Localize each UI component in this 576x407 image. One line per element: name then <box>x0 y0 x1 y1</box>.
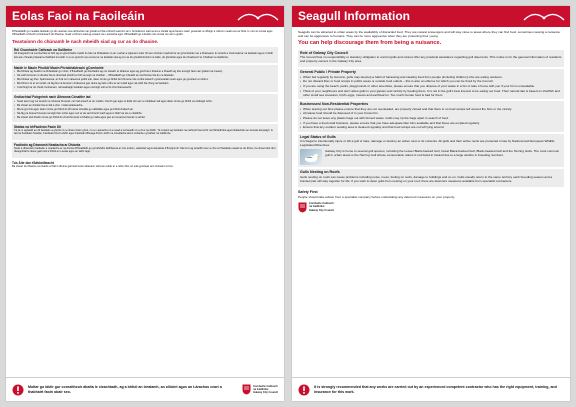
irish-section-businesses <box>12 94 278 121</box>
english-content <box>292 27 570 215</box>
bullet-list <box>300 107 562 129</box>
section-heading: Faoileáin ag Déanamh Neadacha ar Dhíonta <box>14 142 81 147</box>
english-highlight: You can help discourage them from being a nuisance. <box>298 40 442 46</box>
irish-section-public-property <box>12 65 278 92</box>
list-item: • Má bhítear ag ithe i bpáirceanna, ar thrá nó in áiteanna poiblí eile, déan cinnte go bhfuil do bhruscar uile curtha isteach i gcoimeádán ceart agus go gcuirtear ar shiúl é. <box>14 78 276 81</box>
logo-line: Comhairle Cathrach <box>253 384 278 388</box>
gull-species-row <box>300 149 562 165</box>
list-item: • Má bhíonn tú ar an tsráid, ná fág bia ná bruscar i dtrácanna gan duine ag faire orthu ar an tsráid agus ná caith bia chuig na faoileáin. <box>14 82 276 85</box>
english-section-businesses <box>298 101 564 132</box>
english-footer <box>292 377 570 401</box>
section-heading: Role of Galway City Council <box>300 50 348 55</box>
list-item: • Please do not leave any plastic bags out with binned waste. Gulls may rip the bags apart in search of food. <box>300 116 562 120</box>
section-body: Gulls nesting on roofs can cause problems including noise, mess, fouling on roofs, damage to buildings and so on. Gulls usually return to the same territory each breeding season and a bonded pair will stay together for life. If you wish to deter gulls from nesting on your roof, there are deterrent measures available from specialist contractors. <box>300 174 553 183</box>
list-item: • If you are using the beach, parks, playgrounds or other amenities, please ensure that you dispose of your waste in a bin or take it home with you if your bin is unavailable. <box>300 84 562 88</box>
warning-icon <box>298 384 310 396</box>
english-leaflet-page <box>292 6 570 401</box>
list-item: • Ensure that any outdoor seating area is cleaned regularly and that food scraps are not left lying around. <box>300 125 562 129</box>
irish-section-nesting <box>12 142 278 158</box>
list-item: • Má bhítear ag beathú na bhfaoileán go minic, d'fhéadfadh go dtiocfaidís ag cur isteach ar dhaoine agus ag goid bia ó dhaoine a bheadh ag ithe amuigh faoin aer (páistí ina measc). <box>14 70 276 73</box>
english-section-public-property <box>298 69 564 99</box>
irish-section-safety <box>12 160 278 173</box>
section-heading: Maidir le Maoin Phoiblí/ Maoin Phríobháideach/ gComhairle <box>14 66 104 71</box>
list-item: • Think of your neighbours and don't allow gulls in your garden and vicinity by feeding them. It is not in the gull's best interest to be eating our food. Their natural diet is based on shellfish and other small sea creatures, bird's eggs, insects and earthworms. Too much human food is bad for them. <box>300 89 562 97</box>
council-crest-icon <box>298 202 307 213</box>
list-item: • Nuair atá tú ag cur amach na mbosca bruscair, cuir iad amach ar an maidin, chomh gar agus is féidir don am a mbailítear iad agus déan cinnte go bhfuil na clúdaigh orthu. <box>14 100 276 103</box>
irish-footer <box>6 377 284 401</box>
logo-line: Comhairle Cathrach <box>309 202 334 206</box>
irish-section-council-role <box>12 47 278 63</box>
list-item: • When leaving out bins please ensure that they are not overloaded, are properly closed and that there is no food scraps left around the bins or the vicinity. <box>300 107 562 111</box>
section-body: People should take advice from a specialist company before undertaking any deterrent measures on your property. <box>298 194 455 199</box>
irish-leaflet-page <box>6 6 284 401</box>
list-item: • Cuimhnigh ar do chuid comharsan: ná beathaigh faoileáin agus coinnigh súil ar do chomharsanacht. <box>14 86 276 89</box>
list-item: • All waste food should be disposed of in your brown bin. <box>300 111 562 115</box>
list-item: • Ná caith bruscar nó dríodar bia le dramhaíl phoiblí ar bith amuigh sa chathair – d'fhéadfadh go mbeadh sé ina fhoinse bia do na faoileáin. <box>14 74 276 77</box>
logo-line: na Gaillimhe <box>309 205 325 209</box>
list-item: • Ba cheart an dríodar bia ar fad a chur i málaí plaisteacha. <box>14 104 276 107</box>
section-heading: Safety First <box>298 189 318 194</box>
section-body: Nuair a dhéanann faoileáin a neadacha ar na díonta d'fhéadfadh go gcruthóidís fadhbanna ar nós torainn, salachair agus damáiste d'fhoirgnimh. Má tá tú ag iarraidh cosc a chur ar fhaoileáin neadú ar do dhíon, ba cheart duit dul i dteagmháil le duine gairmiúil a bhfuil an t-eolas agus an taithí aige. <box>14 146 276 154</box>
logo-line: na Gaillimhe <box>253 387 269 391</box>
section-body: The Council has no responsibility or statutory obligation to control gulls and cannot offer any practical assistance regarding gull deterrents. This notice is for the general information of residents and property owners in the Galway City area. <box>300 55 562 64</box>
section-body: Ba cheart do dhaoine comhairle a fháil ó dhuine gairmiúil sula ndéanann siad aon obair ar a ndíon féin nó sula gcuirtear aon chosaint ar bun. <box>12 164 174 168</box>
gull-photo <box>300 149 322 165</box>
irish-title-banner <box>6 6 284 27</box>
list-item: • When fed regularly by humans, gulls may develop a habit of harassing and stealing food from people (including children) who are eating outdoors. <box>300 75 562 79</box>
irish-section-legal-status <box>12 124 278 140</box>
list-item: • Ba cheart duit bheith cinnte go bhfuil do chuid bruscair á bhailiú go rialta agus gan an iomarca bruscair a stóráil. <box>14 116 276 119</box>
council-logo <box>242 384 278 395</box>
bullet-list <box>14 100 276 119</box>
seagull-icon <box>228 6 284 27</box>
section-body: Tá sé in aghaidh an dlí faoileáin a ghortú nó a mharú d'aon ghnó, nó a n-éanacha nó a nead a scriosadh nó a chur as dóibh. Tá cosaint ag faoileáin na cathrach faoi Acht na bhFiadhúlra agus Rialacháin an Aontais Eorpaigh. Is iad na Faoileáin Scadán, Faoileáin Droim-dubh agus Faoileáin Bheaga Droim-dubh na cineálacha atá is coitianta i gCathair na Gaillimhe. <box>14 128 273 136</box>
section-heading: Stádas na bhFaoileán Faoin Dlí <box>14 124 62 129</box>
seagull-icon <box>300 149 322 165</box>
english-section-legal-status <box>298 134 564 168</box>
english-section-council-role <box>298 50 564 68</box>
logo-line: Galway City Council <box>253 391 278 395</box>
english-intro: Seagulls can be attracted to urban areas by the availability of discarded food. They are natural scavengers and will stay close to areas where they can find food, sometimes causing a nuisance and can be aggressive to humans. They can be more aggressive when they are protecting their young. <box>298 30 561 38</box>
section-heading: Ról Chomhairle Cathrach na Gaillimhe <box>14 48 73 53</box>
irish-footer-text: Moltar go láidir gur conraitheoir ábalta le cleachtadh, ag a bhfuil an trealamh, an oiliúint agus an t-árachas ceart a thabhairt faoin obair seo. <box>28 384 222 394</box>
english-footer-text: It is strongly recommended that any works are carried out by an experienced competent contractor who has the right equipment, training, and insurance for this work. <box>314 384 557 394</box>
english-section-nesting <box>298 169 564 187</box>
section-body: It is illegal to intentionally injure or kill a gull or take, damage or destroy an active nest or its contents. All gulls and their active nests are protected in law by National and European Wildlife Legislation/Directives. <box>300 139 555 148</box>
bullet-list <box>300 75 562 97</box>
irish-title: Eolas Faoi na Faoileáin <box>12 9 145 23</box>
english-title-banner <box>292 6 570 27</box>
section-heading: Tús Áite don tSábháilteacht <box>12 160 54 165</box>
bullet-list <box>14 70 276 89</box>
seagull-icon <box>514 6 570 27</box>
list-item: • Do not discard litter or food scraps in public areas or outside food outlets – this is also an offence for which you can be fined by the Council. <box>300 79 562 83</box>
section-heading: Gnólachtaí/ Foirgnimh nach Áiteanna Cónaithe iad <box>14 95 91 100</box>
council-crest-icon <box>242 384 251 395</box>
list-item: • Ná fág na boscaí bruscair amuigh thar oíche agus cuir ar ais iad chomh luath agus is féidir tar éis a mbailithe. <box>14 112 276 115</box>
section-body: Galway City is home to several gull species, including the Lesser Black-backed Gull, Great Black-backed Gull, Black-headed Gull and the Herring Gulls. The most common gull in urban areas is the Herring Gull whose conservation status is red listed in Ireland due to a large decline in breeding numbers. <box>325 149 560 158</box>
section-heading: Gulls Nesting on Roofs <box>300 170 340 175</box>
council-logo <box>298 202 562 213</box>
section-heading: Legal Status of Gulls <box>300 134 336 139</box>
section-body: Níl freagracht ná cumhachtaí ar bith ag an gComhairle maidir le rialú na bhfaoileán nó an t-achar a nglacann siad. Níl aon chúram reachtúil ar an gComhairle mar a bhaineann le smacht a choinneáil ar na faoileáin agus ní féidir leis aon chineál prótacail a thabhairt ina leith. Is é an gníomh seo sonraí ar na faoileáin atá ag cur as do ghnáthmhuintir na háite, do ghnóthaí agus do chuairteoirí ar Chathair na Gaillimhe. <box>14 52 274 59</box>
warning-icon <box>12 384 24 396</box>
english-title: Seagull Information <box>298 9 411 23</box>
irish-highlight: Teastaíonn do chúnamh le nach mbeidh siad ag cur as do dhaoine. <box>12 38 159 44</box>
list-item: • If you have a food retail business, please ensure that you have adequate litter bins available and that these are emptied regularly. <box>300 121 562 125</box>
section-heading: Businesses/ Non-Residential Properties <box>300 102 369 107</box>
english-section-safety <box>298 189 564 215</box>
list-item: • Má tá gnó bia agat, déan cinnte go bhfuil do bhruscar stóráilte go sábháilte agus go bhfuil clúdach air. <box>14 108 276 111</box>
logo-line: Galway City Council <box>309 208 334 212</box>
irish-intro: D'fhéadfadh go mealltaí faoileáin go dtí ceantair sna cathracha mar gheall ar bhia a bheith saor/inrí ann. Scrúdaíonn siad sonra a sholáir agus fanann siad i gceantair ar dhóigh a mbíonn neadú acu ar bhia. Is mór an cúrsaí agus d'fhéadfadh a bheith contúirteach do dhaoine. Nuair a bhíonn siad ag cosaint na n-éanacha agus d'fhéadfadh go mbeidís níos ionsaí ná mar is gnáth. <box>12 30 273 37</box>
irish-content <box>6 27 284 172</box>
section-heading: General Public / Private Property <box>300 70 356 75</box>
